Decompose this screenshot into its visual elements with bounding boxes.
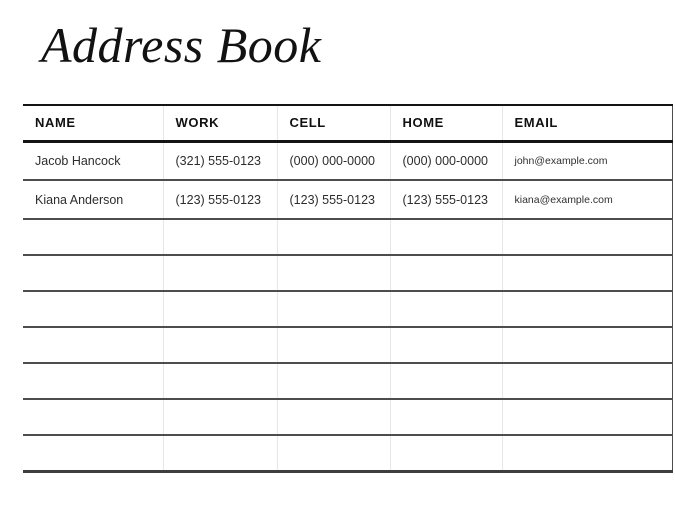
column-header-work: WORK: [163, 105, 277, 141]
table-header-row: [23, 105, 672, 141]
empty-cell[interactable]: [23, 363, 163, 399]
address-table: [23, 104, 673, 473]
empty-cell[interactable]: [277, 399, 390, 435]
empty-cell[interactable]: [277, 291, 390, 327]
page-title: Address Book: [41, 17, 322, 73]
empty-cell[interactable]: [23, 255, 163, 291]
cell-work[interactable]: (123) 555-0123: [163, 180, 277, 219]
column-header-cell: CELL: [277, 105, 390, 141]
empty-cell[interactable]: [277, 255, 390, 291]
cell-home[interactable]: (123) 555-0123: [390, 180, 502, 219]
empty-cell[interactable]: [163, 255, 277, 291]
empty-cell[interactable]: [277, 219, 390, 255]
empty-cell[interactable]: [23, 435, 163, 471]
empty-cell[interactable]: [502, 327, 672, 363]
empty-cell[interactable]: [163, 219, 277, 255]
column-header-name: NAME: [23, 105, 163, 141]
empty-cell[interactable]: [277, 435, 390, 471]
empty-table-row: [23, 291, 672, 327]
cell-cell[interactable]: (123) 555-0123: [277, 180, 390, 219]
empty-cell[interactable]: [502, 435, 672, 471]
empty-cell[interactable]: [277, 363, 390, 399]
empty-cell[interactable]: [163, 327, 277, 363]
cell-work[interactable]: (321) 555-0123: [163, 141, 277, 180]
column-header-home: HOME: [390, 105, 502, 141]
cell-name[interactable]: Kiana Anderson: [23, 180, 163, 219]
empty-cell[interactable]: [502, 255, 672, 291]
empty-cell[interactable]: [390, 219, 502, 255]
cell-home[interactable]: (000) 000-0000: [390, 141, 502, 180]
empty-cell[interactable]: [502, 399, 672, 435]
empty-table-row: [23, 327, 672, 363]
cell-email[interactable]: john@example.com: [502, 141, 672, 180]
empty-table-row: [23, 363, 672, 399]
empty-cell[interactable]: [390, 363, 502, 399]
empty-cell[interactable]: [390, 255, 502, 291]
empty-cell[interactable]: [390, 399, 502, 435]
empty-cell[interactable]: [390, 291, 502, 327]
empty-cell[interactable]: [163, 291, 277, 327]
empty-cell[interactable]: [23, 291, 163, 327]
empty-table-row: [23, 435, 672, 471]
empty-cell[interactable]: [502, 219, 672, 255]
cell-name[interactable]: Jacob Hancock: [23, 141, 163, 180]
cell-email[interactable]: kiana@example.com: [502, 180, 672, 219]
empty-cell[interactable]: [390, 327, 502, 363]
empty-cell[interactable]: [163, 435, 277, 471]
empty-cell[interactable]: [23, 219, 163, 255]
empty-table-row: [23, 399, 672, 435]
address-table-body: [23, 141, 672, 471]
empty-cell[interactable]: [23, 399, 163, 435]
empty-cell[interactable]: [502, 291, 672, 327]
column-header-email: EMAIL: [502, 105, 672, 141]
empty-cell[interactable]: [502, 363, 672, 399]
cell-cell[interactable]: (000) 000-0000: [277, 141, 390, 180]
empty-cell[interactable]: [277, 327, 390, 363]
table-row: [23, 141, 672, 180]
empty-cell[interactable]: [23, 327, 163, 363]
empty-table-row: [23, 255, 672, 291]
empty-cell[interactable]: [163, 363, 277, 399]
empty-cell[interactable]: [390, 435, 502, 471]
empty-table-row: [23, 219, 672, 255]
empty-cell[interactable]: [163, 399, 277, 435]
table-row: [23, 180, 672, 219]
